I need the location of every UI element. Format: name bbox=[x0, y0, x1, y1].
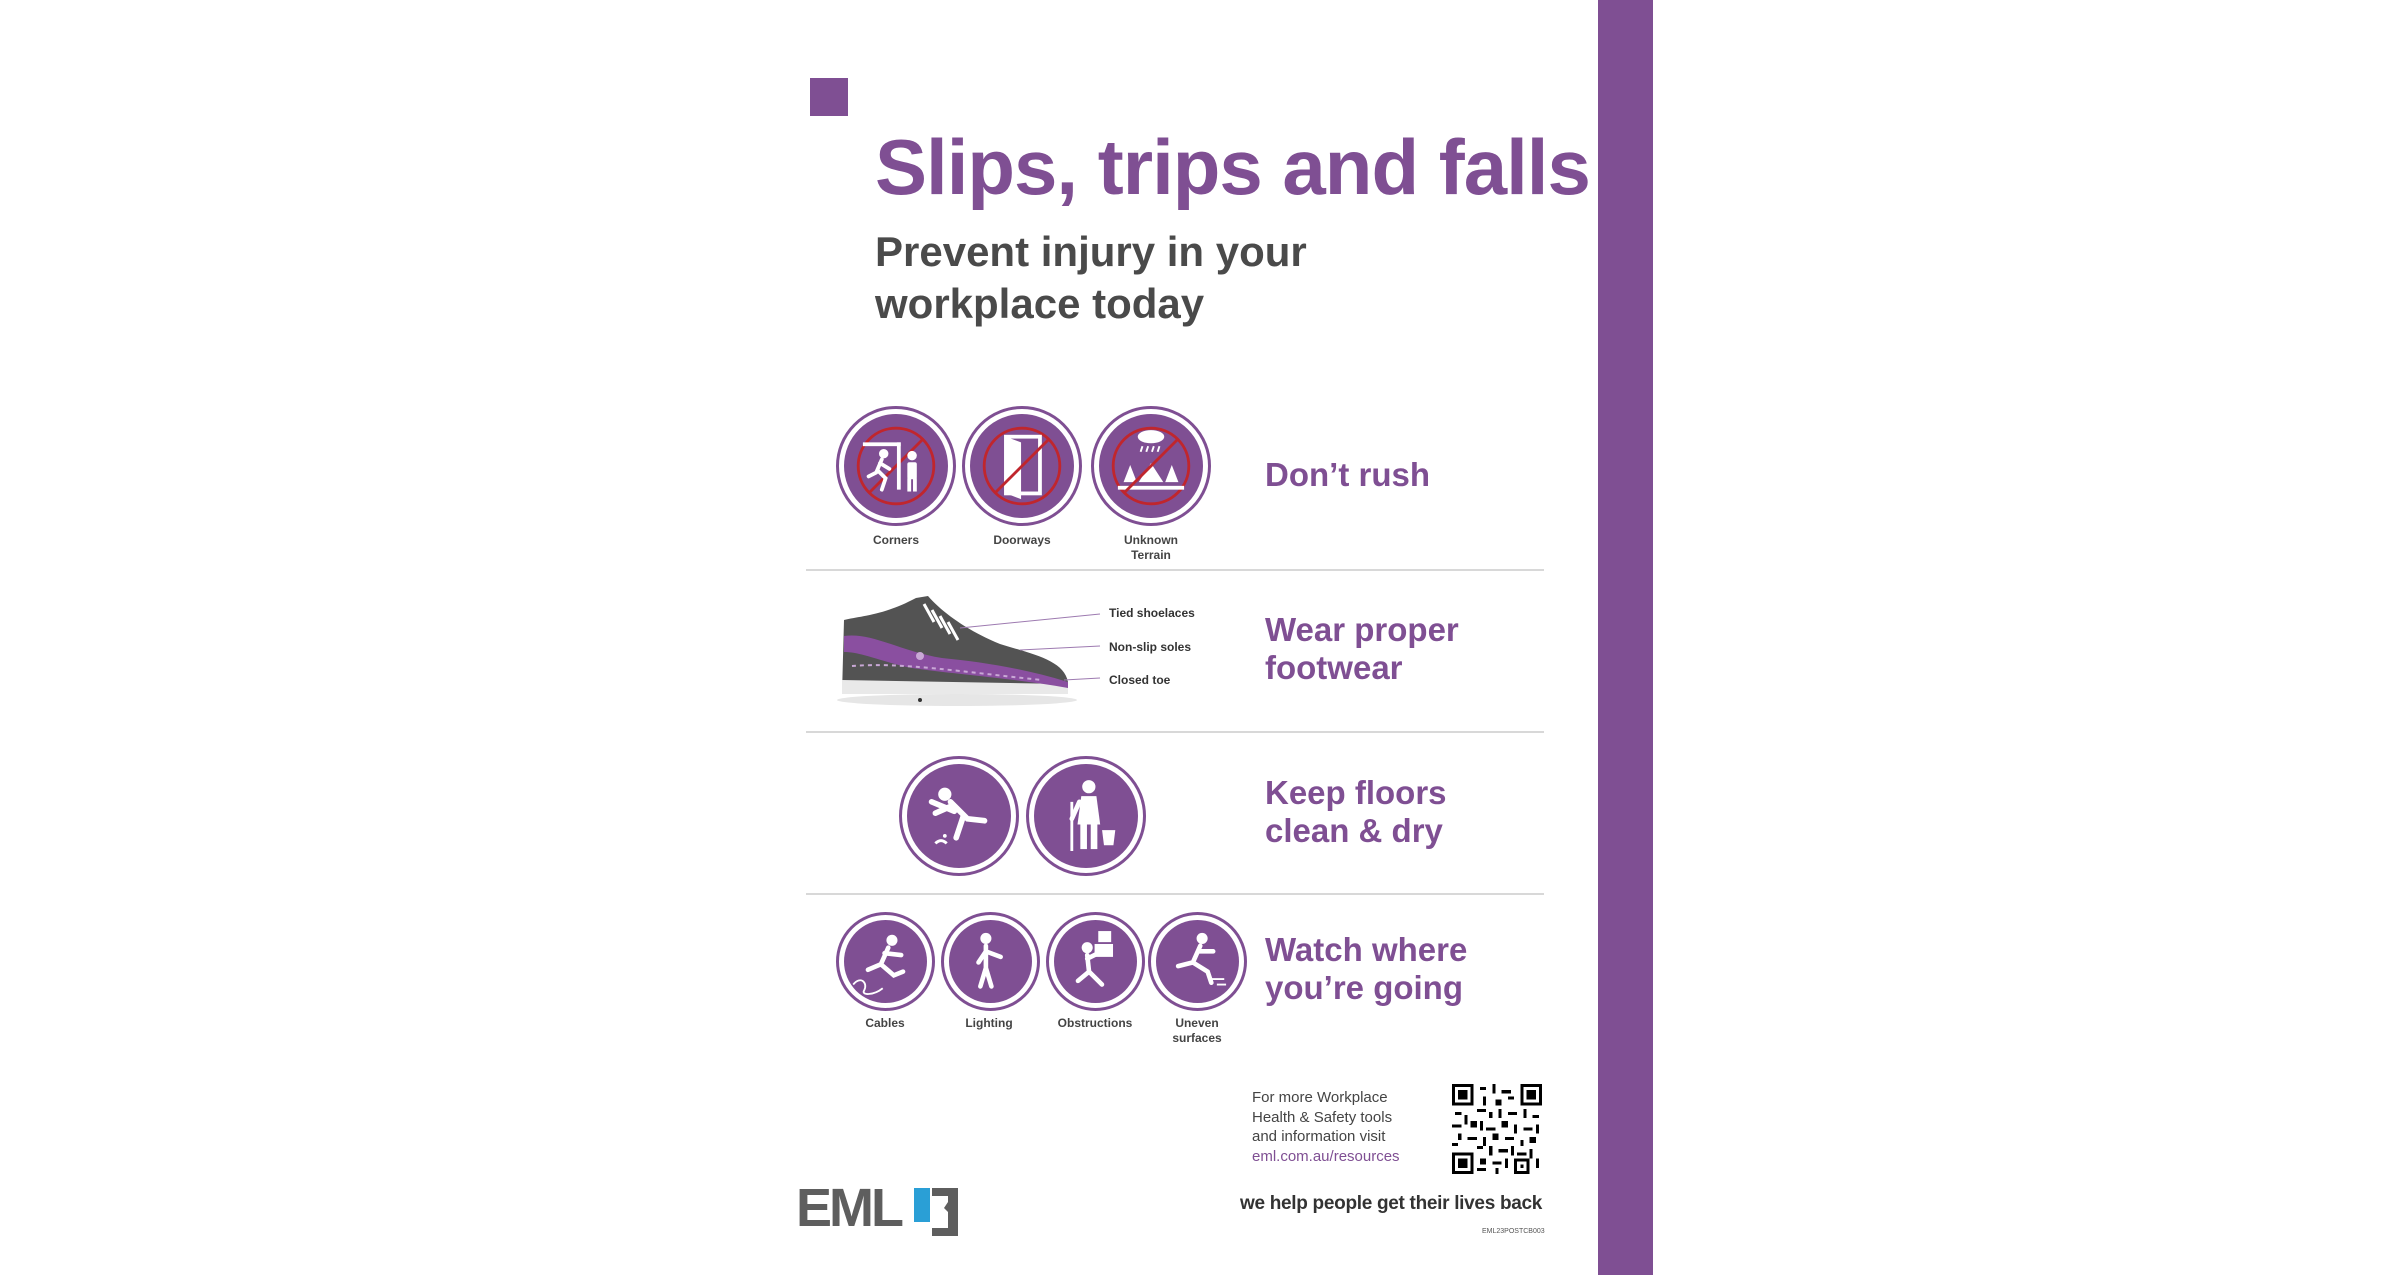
cable-trip-icon bbox=[836, 912, 935, 1011]
doorway-icon bbox=[962, 406, 1082, 526]
side-accent-bar bbox=[1598, 0, 1653, 1275]
heading-watch-where bbox=[1265, 931, 1467, 1007]
label-closed-toe: Closed toe bbox=[1109, 673, 1171, 687]
qr-code[interactable] bbox=[1452, 1084, 1542, 1174]
divider-2 bbox=[806, 731, 1544, 733]
runner-corner-icon bbox=[836, 406, 956, 526]
heading-line: Wear proper bbox=[1265, 611, 1459, 648]
caption-obstructions: Obstructions bbox=[1057, 1016, 1133, 1030]
eml-logo-text: EML bbox=[796, 1178, 901, 1238]
heading-line: you’re going bbox=[1265, 969, 1463, 1006]
caption-lighting: Lighting bbox=[965, 1016, 1013, 1030]
tagline: we help people get their lives back bbox=[1240, 1193, 1543, 1214]
caption-uneven-surfaces bbox=[1157, 1016, 1237, 1046]
heading-line: Keep floors bbox=[1265, 774, 1447, 811]
heading-line: clean & dry bbox=[1265, 812, 1443, 849]
heading-line: footwear bbox=[1265, 649, 1403, 686]
caption-surfaces: surfaces bbox=[1172, 1031, 1222, 1045]
heading-wear-footwear bbox=[1265, 611, 1459, 687]
subtitle-line-1: Prevent injury in your bbox=[875, 228, 1307, 275]
mopping-person-icon bbox=[1026, 756, 1146, 876]
shoe-callout-lines bbox=[960, 600, 1110, 682]
divider-3 bbox=[806, 893, 1544, 895]
heading-keep-floors bbox=[1265, 774, 1447, 850]
eml-logo bbox=[796, 1180, 901, 1236]
slipping-person-icon bbox=[899, 756, 1019, 876]
heading-line: Don’t rush bbox=[1265, 456, 1430, 493]
more-info-text bbox=[1252, 1088, 1472, 1166]
poster-title: Slips, trips and falls bbox=[875, 123, 1590, 211]
heading-dont-rush bbox=[1265, 456, 1430, 494]
caption-uneven: Uneven bbox=[1175, 1016, 1219, 1030]
caption-unknown-terrain bbox=[1111, 533, 1191, 563]
more-info-line: For more Workplace bbox=[1252, 1089, 1388, 1106]
resources-link[interactable]: eml.com.au/resources bbox=[1252, 1147, 1400, 1165]
divider-1 bbox=[806, 569, 1544, 571]
more-info-line: Health & Safety tools bbox=[1252, 1108, 1393, 1126]
terrain-weather-icon bbox=[1091, 406, 1211, 526]
caption-unknown: Unknown bbox=[1124, 533, 1178, 547]
corner-square bbox=[810, 78, 848, 116]
label-tied-shoelaces: Tied shoelaces bbox=[1109, 606, 1195, 620]
heading-line: Watch where bbox=[1265, 931, 1468, 968]
eml-logo-face-mark bbox=[914, 1188, 958, 1236]
dark-walking-icon bbox=[941, 912, 1040, 1011]
uneven-surface-icon bbox=[1148, 912, 1247, 1011]
caption-cables: Cables bbox=[865, 1016, 905, 1030]
more-info-line: and information visit bbox=[1252, 1128, 1386, 1145]
poster-subtitle bbox=[875, 226, 1395, 330]
carrying-boxes-icon bbox=[1046, 912, 1145, 1011]
caption-corners: Corners bbox=[872, 533, 919, 547]
caption-doorways: Doorways bbox=[993, 533, 1051, 547]
caption-terrain: Terrain bbox=[1131, 548, 1171, 562]
label-non-slip-soles: Non-slip soles bbox=[1109, 640, 1192, 654]
document-code: EML23POSTCB003 bbox=[1482, 1228, 1545, 1235]
subtitle-line-2: workplace today bbox=[875, 280, 1205, 327]
